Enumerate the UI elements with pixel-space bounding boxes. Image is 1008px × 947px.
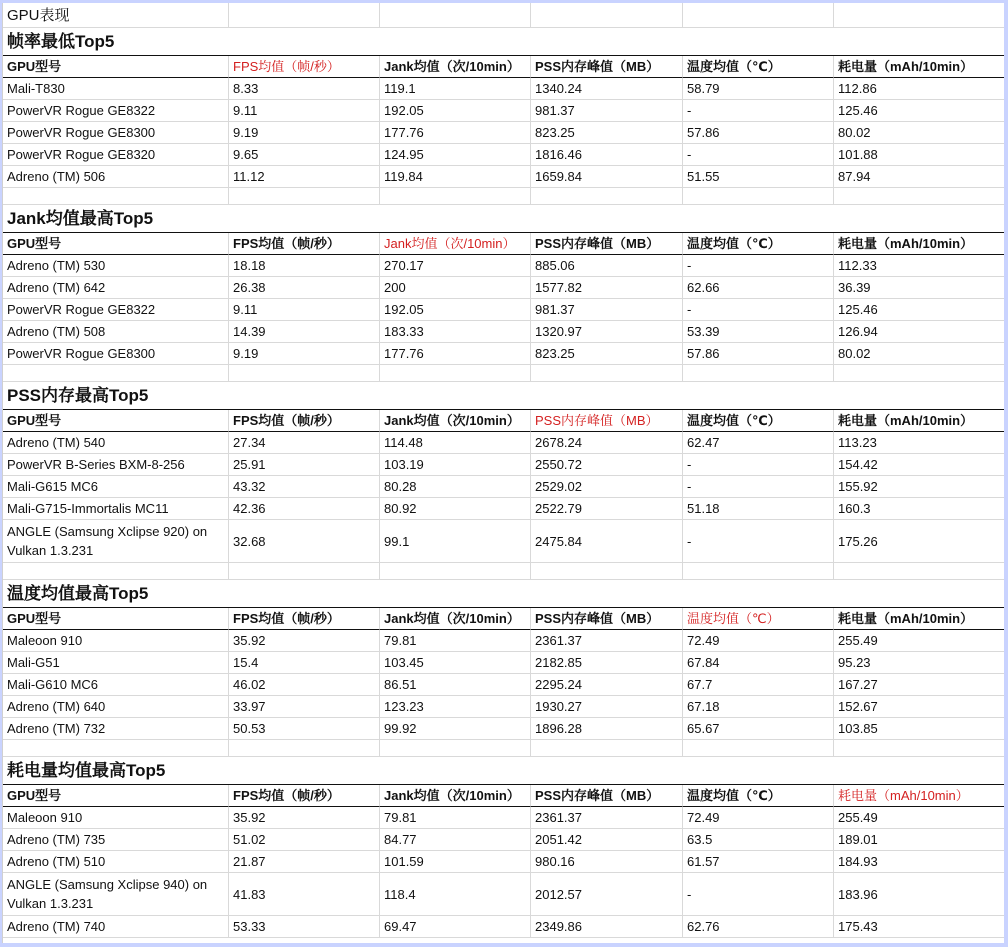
cell-power-usage[interactable]: 87.94	[834, 166, 1004, 188]
cell-pss-peak[interactable]: 2051.42	[531, 829, 683, 851]
cell-gpu-model[interactable]: Adreno (TM) 540	[3, 432, 229, 454]
empty-cell[interactable]	[834, 188, 1004, 205]
table-row	[3, 144, 1004, 166]
empty-cell[interactable]	[531, 382, 683, 410]
table-row	[3, 277, 1004, 299]
cell-temp-avg[interactable]: -	[683, 299, 834, 321]
section-title-row	[3, 757, 1004, 785]
cell-temp-avg[interactable]: 57.86	[683, 343, 834, 365]
cell-pss-peak[interactable]: 2361.37	[531, 630, 683, 652]
cell-jank-avg[interactable]: 114.48	[380, 432, 531, 454]
column-header-power-usage[interactable]: 耗电量（mAh/10min）	[834, 233, 1004, 255]
cell-fps-avg[interactable]: 42.36	[229, 498, 380, 520]
table-row	[3, 851, 1004, 873]
table-row	[3, 432, 1004, 454]
cell-gpu-model[interactable]: Adreno (TM) 740	[3, 916, 229, 938]
spreadsheet-grid	[3, 3, 1004, 938]
header-row	[3, 410, 1004, 432]
empty-cell[interactable]	[229, 580, 380, 608]
cell-power-usage[interactable]: 113.23	[834, 432, 1004, 454]
cell-temp-avg[interactable]: 57.86	[683, 122, 834, 144]
table-row	[3, 829, 1004, 851]
column-header-temp-avg[interactable]: 温度均值（℃）	[683, 608, 834, 630]
cell-gpu-model[interactable]: Adreno (TM) 506	[3, 166, 229, 188]
section-title-row	[3, 205, 1004, 233]
cell-jank-avg[interactable]: 84.77	[380, 829, 531, 851]
cell-temp-avg[interactable]: -	[683, 476, 834, 498]
table-row	[3, 166, 1004, 188]
cell-power-usage[interactable]: 184.93	[834, 851, 1004, 873]
column-header-jank-avg[interactable]: Jank均值（次/10min）	[380, 56, 531, 78]
cell-gpu-model[interactable]: Adreno (TM) 508	[3, 321, 229, 343]
cell-power-usage[interactable]: 154.42	[834, 454, 1004, 476]
table-row	[3, 321, 1004, 343]
cell-temp-avg[interactable]: 61.57	[683, 851, 834, 873]
empty-cell[interactable]	[683, 205, 834, 233]
column-header-gpu-model[interactable]: GPU型号	[3, 233, 229, 255]
cell-fps-avg[interactable]: 35.92	[229, 807, 380, 829]
cell-jank-avg[interactable]: 192.05	[380, 100, 531, 122]
table-row	[3, 454, 1004, 476]
cell-power-usage[interactable]: 183.96	[834, 873, 1004, 916]
cell-fps-avg[interactable]: 32.68	[229, 520, 380, 563]
cell-power-usage[interactable]: 80.02	[834, 343, 1004, 365]
cell-power-usage[interactable]: 152.67	[834, 696, 1004, 718]
cell-gpu-model[interactable]: PowerVR Rogue GE8300	[3, 122, 229, 144]
table-row	[3, 78, 1004, 100]
cell-fps-avg[interactable]: 33.97	[229, 696, 380, 718]
cell-power-usage[interactable]: 103.85	[834, 718, 1004, 740]
table-row	[3, 476, 1004, 498]
cell-pss-peak[interactable]: 2012.57	[531, 873, 683, 916]
cell-pss-peak[interactable]: 2475.84	[531, 520, 683, 563]
cell-fps-avg[interactable]: 8.33	[229, 78, 380, 100]
column-header-power-usage[interactable]: 耗电量（mAh/10min）	[834, 608, 1004, 630]
empty-cell[interactable]	[834, 365, 1004, 382]
cell-fps-avg[interactable]: 46.02	[229, 674, 380, 696]
empty-cell[interactable]	[683, 382, 834, 410]
cell-temp-avg[interactable]: 67.84	[683, 652, 834, 674]
cell-fps-avg[interactable]: 9.19	[229, 122, 380, 144]
empty-cell[interactable]	[531, 740, 683, 757]
cell-jank-avg[interactable]: 200	[380, 277, 531, 299]
table-row	[3, 100, 1004, 122]
cell-gpu-model[interactable]: PowerVR Rogue GE8322	[3, 299, 229, 321]
cell-gpu-model[interactable]: ANGLE (Samsung Xclipse 940) on Vulkan 1.3.231	[3, 873, 229, 916]
column-header-pss-peak[interactable]: PSS内存峰值（MB）	[531, 785, 683, 807]
cell-jank-avg[interactable]: 183.33	[380, 321, 531, 343]
cell-pss-peak[interactable]: 2529.02	[531, 476, 683, 498]
title-row	[3, 3, 1004, 28]
empty-cell[interactable]	[229, 188, 380, 205]
empty-cell[interactable]	[3, 188, 229, 205]
empty-cell[interactable]	[3, 740, 229, 757]
column-header-temp-avg[interactable]: 温度均值（℃）	[683, 233, 834, 255]
cell-temp-avg[interactable]: 62.76	[683, 916, 834, 938]
section-title[interactable]: 帧率最低Top5	[3, 28, 229, 56]
cell-fps-avg[interactable]: 50.53	[229, 718, 380, 740]
header-row	[3, 233, 1004, 255]
empty-cell[interactable]	[531, 28, 683, 56]
empty-cell[interactable]	[834, 28, 1004, 56]
cell-gpu-model[interactable]: Mali-G715-Immortalis MC11	[3, 498, 229, 520]
section-title-row	[3, 382, 1004, 410]
cell-temp-avg[interactable]: 67.7	[683, 674, 834, 696]
column-header-temp-avg[interactable]: 温度均值（℃）	[683, 410, 834, 432]
cell-gpu-model[interactable]: Mali-G51	[3, 652, 229, 674]
cell-temp-avg[interactable]: 67.18	[683, 696, 834, 718]
empty-cell[interactable]	[229, 28, 380, 56]
cell-jank-avg[interactable]: 124.95	[380, 144, 531, 166]
empty-cell[interactable]	[380, 3, 531, 28]
cell-pss-peak[interactable]: 2522.79	[531, 498, 683, 520]
cell-jank-avg[interactable]: 80.92	[380, 498, 531, 520]
cell-pss-peak[interactable]: 823.25	[531, 122, 683, 144]
column-header-pss-peak[interactable]: PSS内存峰值（MB）	[531, 410, 683, 432]
empty-cell[interactable]	[380, 205, 531, 233]
empty-cell[interactable]	[229, 3, 380, 28]
cell-fps-avg[interactable]: 35.92	[229, 630, 380, 652]
empty-cell[interactable]	[531, 188, 683, 205]
column-header-fps-avg[interactable]: FPS均值（帧/秒）	[229, 233, 380, 255]
table-row	[3, 630, 1004, 652]
cell-temp-avg[interactable]: 62.66	[683, 277, 834, 299]
cell-pss-peak[interactable]: 2550.72	[531, 454, 683, 476]
cell-fps-avg[interactable]: 53.33	[229, 916, 380, 938]
cell-temp-avg[interactable]: -	[683, 520, 834, 563]
cell-pss-peak[interactable]: 2295.24	[531, 674, 683, 696]
cell-temp-avg[interactable]: 53.39	[683, 321, 834, 343]
cell-power-usage[interactable]: 80.02	[834, 122, 1004, 144]
cell-fps-avg[interactable]: 27.34	[229, 432, 380, 454]
column-header-jank-avg[interactable]: Jank均值（次/10min）	[380, 608, 531, 630]
cell-gpu-model[interactable]: PowerVR Rogue GE8300	[3, 343, 229, 365]
cell-temp-avg[interactable]: -	[683, 100, 834, 122]
cell-temp-avg[interactable]: -	[683, 873, 834, 916]
cell-power-usage[interactable]: 95.23	[834, 652, 1004, 674]
cell-power-usage[interactable]: 189.01	[834, 829, 1004, 851]
empty-cell[interactable]	[834, 757, 1004, 785]
empty-cell[interactable]	[229, 365, 380, 382]
cell-pss-peak[interactable]: 2349.86	[531, 916, 683, 938]
column-header-pss-peak[interactable]: PSS内存峰值（MB）	[531, 608, 683, 630]
empty-cell[interactable]	[380, 188, 531, 205]
cell-fps-avg[interactable]: 9.19	[229, 343, 380, 365]
cell-power-usage[interactable]: 101.88	[834, 144, 1004, 166]
empty-cell[interactable]	[380, 382, 531, 410]
cell-fps-avg[interactable]: 15.4	[229, 652, 380, 674]
empty-cell[interactable]	[229, 382, 380, 410]
empty-cell[interactable]	[834, 740, 1004, 757]
cell-power-usage[interactable]: 175.26	[834, 520, 1004, 563]
cell-gpu-model[interactable]: Adreno (TM) 642	[3, 277, 229, 299]
cell-jank-avg[interactable]: 103.45	[380, 652, 531, 674]
cell-power-usage[interactable]: 36.39	[834, 277, 1004, 299]
cell-power-usage[interactable]: 155.92	[834, 476, 1004, 498]
column-header-power-usage[interactable]: 耗电量（mAh/10min）	[834, 785, 1004, 807]
empty-cell[interactable]	[531, 580, 683, 608]
cell-jank-avg[interactable]: 119.1	[380, 78, 531, 100]
empty-cell[interactable]	[229, 563, 380, 580]
cell-jank-avg[interactable]: 192.05	[380, 299, 531, 321]
table-row	[3, 807, 1004, 829]
column-header-jank-avg[interactable]: Jank均值（次/10min）	[380, 233, 531, 255]
empty-cell[interactable]	[834, 382, 1004, 410]
cell-jank-avg[interactable]: 101.59	[380, 851, 531, 873]
empty-cell[interactable]	[531, 757, 683, 785]
column-header-power-usage[interactable]: 耗电量（mAh/10min）	[834, 410, 1004, 432]
empty-cell[interactable]	[229, 740, 380, 757]
table-row	[3, 696, 1004, 718]
cell-power-usage[interactable]: 167.27	[834, 674, 1004, 696]
cell-power-usage[interactable]: 112.33	[834, 255, 1004, 277]
empty-cell[interactable]	[834, 580, 1004, 608]
column-header-power-usage[interactable]: 耗电量（mAh/10min）	[834, 56, 1004, 78]
table-row	[3, 255, 1004, 277]
column-header-jank-avg[interactable]: Jank均值（次/10min）	[380, 785, 531, 807]
table-row	[3, 343, 1004, 365]
cell-fps-avg[interactable]: 25.91	[229, 454, 380, 476]
cell-pss-peak[interactable]: 981.37	[531, 100, 683, 122]
cell-jank-avg[interactable]: 119.84	[380, 166, 531, 188]
cell-fps-avg[interactable]: 18.18	[229, 255, 380, 277]
cell-jank-avg[interactable]: 177.76	[380, 122, 531, 144]
cell-jank-avg[interactable]: 270.17	[380, 255, 531, 277]
cell-jank-avg[interactable]: 103.19	[380, 454, 531, 476]
table-row	[3, 299, 1004, 321]
section-title[interactable]: Jank均值最高Top5	[3, 205, 229, 233]
cell-pss-peak[interactable]: 1896.28	[531, 718, 683, 740]
column-header-gpu-model[interactable]: GPU型号	[3, 410, 229, 432]
cell-power-usage[interactable]: 255.49	[834, 807, 1004, 829]
blank-row	[3, 188, 1004, 205]
cell-gpu-model[interactable]: ANGLE (Samsung Xclipse 920) on Vulkan 1.3.231	[3, 520, 229, 563]
empty-cell[interactable]	[834, 3, 1004, 28]
table-row	[3, 520, 1004, 563]
cell-temp-avg[interactable]: -	[683, 454, 834, 476]
cell-power-usage[interactable]: 112.86	[834, 78, 1004, 100]
empty-cell[interactable]	[683, 757, 834, 785]
empty-cell[interactable]	[380, 740, 531, 757]
cell-gpu-model[interactable]: Maleoon 910	[3, 807, 229, 829]
empty-cell[interactable]	[683, 3, 834, 28]
cell-jank-avg[interactable]: 99.1	[380, 520, 531, 563]
section-title-row	[3, 580, 1004, 608]
cell-pss-peak[interactable]: 2361.37	[531, 807, 683, 829]
section-title-row	[3, 28, 1004, 56]
cell-temp-avg[interactable]: 72.49	[683, 630, 834, 652]
table-row	[3, 498, 1004, 520]
cell-temp-avg[interactable]: 51.18	[683, 498, 834, 520]
cell-gpu-model[interactable]: Mali-G610 MC6	[3, 674, 229, 696]
cell-pss-peak[interactable]: 980.16	[531, 851, 683, 873]
blank-row	[3, 563, 1004, 580]
column-header-temp-avg[interactable]: 温度均值（℃）	[683, 56, 834, 78]
cell-gpu-model[interactable]: Adreno (TM) 530	[3, 255, 229, 277]
cell-power-usage[interactable]: 125.46	[834, 100, 1004, 122]
cell-gpu-model[interactable]: Adreno (TM) 732	[3, 718, 229, 740]
cell-temp-avg[interactable]: 62.47	[683, 432, 834, 454]
cell-gpu-model[interactable]: Adreno (TM) 510	[3, 851, 229, 873]
cell-temp-avg[interactable]: 63.5	[683, 829, 834, 851]
column-header-fps-avg[interactable]: FPS均值（帧/秒）	[229, 56, 380, 78]
cell-jank-avg[interactable]: 79.81	[380, 807, 531, 829]
empty-cell[interactable]	[380, 563, 531, 580]
cell-power-usage[interactable]: 175.43	[834, 916, 1004, 938]
cell-fps-avg[interactable]: 41.83	[229, 873, 380, 916]
cell-fps-avg[interactable]: 51.02	[229, 829, 380, 851]
table-row	[3, 674, 1004, 696]
column-header-pss-peak[interactable]: PSS内存峰值（MB）	[531, 56, 683, 78]
table-row	[3, 652, 1004, 674]
empty-cell[interactable]	[683, 365, 834, 382]
cell-pss-peak[interactable]: 2182.85	[531, 652, 683, 674]
cell-temp-avg[interactable]: 65.67	[683, 718, 834, 740]
header-row	[3, 785, 1004, 807]
cell-pss-peak[interactable]: 981.37	[531, 299, 683, 321]
cell-fps-avg[interactable]: 9.11	[229, 100, 380, 122]
section-title[interactable]: 温度均值最高Top5	[3, 580, 229, 608]
cell-fps-avg[interactable]: 9.11	[229, 299, 380, 321]
cell-temp-avg[interactable]: 58.79	[683, 78, 834, 100]
table-row	[3, 916, 1004, 938]
empty-cell[interactable]	[531, 205, 683, 233]
cell-pss-peak[interactable]: 1816.46	[531, 144, 683, 166]
cell-gpu-model[interactable]: PowerVR Rogue GE8322	[3, 100, 229, 122]
header-row	[3, 608, 1004, 630]
cell-temp-avg[interactable]: 72.49	[683, 807, 834, 829]
cell-power-usage[interactable]: 125.46	[834, 299, 1004, 321]
empty-cell[interactable]	[3, 563, 229, 580]
cell-jank-avg[interactable]: 69.47	[380, 916, 531, 938]
column-header-fps-avg[interactable]: FPS均值（帧/秒）	[229, 410, 380, 432]
cell-temp-avg[interactable]: -	[683, 255, 834, 277]
empty-cell[interactable]	[683, 580, 834, 608]
column-header-gpu-model[interactable]: GPU型号	[3, 785, 229, 807]
empty-cell[interactable]	[229, 757, 380, 785]
column-header-gpu-model[interactable]: GPU型号	[3, 608, 229, 630]
blank-row	[3, 740, 1004, 757]
empty-cell[interactable]	[531, 3, 683, 28]
empty-cell[interactable]	[683, 740, 834, 757]
cell-power-usage[interactable]: 255.49	[834, 630, 1004, 652]
cell-jank-avg[interactable]: 118.4	[380, 873, 531, 916]
cell-fps-avg[interactable]: 14.39	[229, 321, 380, 343]
cell-fps-avg[interactable]: 9.65	[229, 144, 380, 166]
cell-jank-avg[interactable]: 177.76	[380, 343, 531, 365]
empty-cell[interactable]	[229, 205, 380, 233]
cell-jank-avg[interactable]: 123.23	[380, 696, 531, 718]
column-header-fps-avg[interactable]: FPS均值（帧/秒）	[229, 608, 380, 630]
section-title[interactable]: 耗电量均值最高Top5	[3, 757, 229, 785]
cell-jank-avg[interactable]: 79.81	[380, 630, 531, 652]
column-header-fps-avg[interactable]: FPS均值（帧/秒）	[229, 785, 380, 807]
empty-cell[interactable]	[531, 563, 683, 580]
cell-gpu-model[interactable]: PowerVR B-Series BXM-8-256	[3, 454, 229, 476]
table-row	[3, 122, 1004, 144]
blank-row	[3, 365, 1004, 382]
cell-pss-peak[interactable]: 1930.27	[531, 696, 683, 718]
cell-gpu-model[interactable]: Maleoon 910	[3, 630, 229, 652]
column-header-temp-avg[interactable]: 温度均值（℃）	[683, 785, 834, 807]
cell-temp-avg[interactable]: -	[683, 144, 834, 166]
cell-fps-avg[interactable]: 21.87	[229, 851, 380, 873]
column-header-pss-peak[interactable]: PSS内存峰值（MB）	[531, 233, 683, 255]
cell-jank-avg[interactable]: 80.28	[380, 476, 531, 498]
cell-pss-peak[interactable]: 1320.97	[531, 321, 683, 343]
cell-gpu-model[interactable]: Mali-G615 MC6	[3, 476, 229, 498]
cell-fps-avg[interactable]: 11.12	[229, 166, 380, 188]
cell-pss-peak[interactable]: 1340.24	[531, 78, 683, 100]
column-header-jank-avg[interactable]: Jank均值（次/10min）	[380, 410, 531, 432]
cell-pss-peak[interactable]: 2678.24	[531, 432, 683, 454]
spreadsheet	[2, 3, 1004, 943]
section-title[interactable]: PSS内存最高Top5	[3, 382, 229, 410]
table-row	[3, 718, 1004, 740]
cell-pss-peak[interactable]: 885.06	[531, 255, 683, 277]
cell-gpu-model[interactable]: Mali-T830	[3, 78, 229, 100]
empty-cell[interactable]	[3, 365, 229, 382]
cell-pss-peak[interactable]: 1577.82	[531, 277, 683, 299]
cell-gpu-model[interactable]: PowerVR Rogue GE8320	[3, 144, 229, 166]
cell-fps-avg[interactable]: 43.32	[229, 476, 380, 498]
cell-temp-avg[interactable]: 51.55	[683, 166, 834, 188]
empty-cell[interactable]	[683, 188, 834, 205]
cell-power-usage[interactable]: 160.3	[834, 498, 1004, 520]
table-row	[3, 873, 1004, 916]
empty-cell[interactable]	[834, 563, 1004, 580]
cell-pss-peak[interactable]: 1659.84	[531, 166, 683, 188]
empty-cell[interactable]	[380, 580, 531, 608]
cell-gpu-model[interactable]: Adreno (TM) 735	[3, 829, 229, 851]
empty-cell[interactable]	[834, 205, 1004, 233]
cell-power-usage[interactable]: 126.94	[834, 321, 1004, 343]
empty-cell[interactable]	[380, 365, 531, 382]
cell-fps-avg[interactable]: 26.38	[229, 277, 380, 299]
cell-pss-peak[interactable]: 823.25	[531, 343, 683, 365]
cell-gpu-model[interactable]: Adreno (TM) 640	[3, 696, 229, 718]
empty-cell[interactable]	[380, 757, 531, 785]
empty-cell[interactable]	[531, 365, 683, 382]
header-row	[3, 56, 1004, 78]
empty-cell[interactable]	[380, 28, 531, 56]
column-header-gpu-model[interactable]: GPU型号	[3, 56, 229, 78]
cell-jank-avg[interactable]: 86.51	[380, 674, 531, 696]
sheet-title[interactable]: GPU表现	[3, 3, 229, 28]
cell-jank-avg[interactable]: 99.92	[380, 718, 531, 740]
empty-cell[interactable]	[683, 28, 834, 56]
empty-cell[interactable]	[683, 563, 834, 580]
